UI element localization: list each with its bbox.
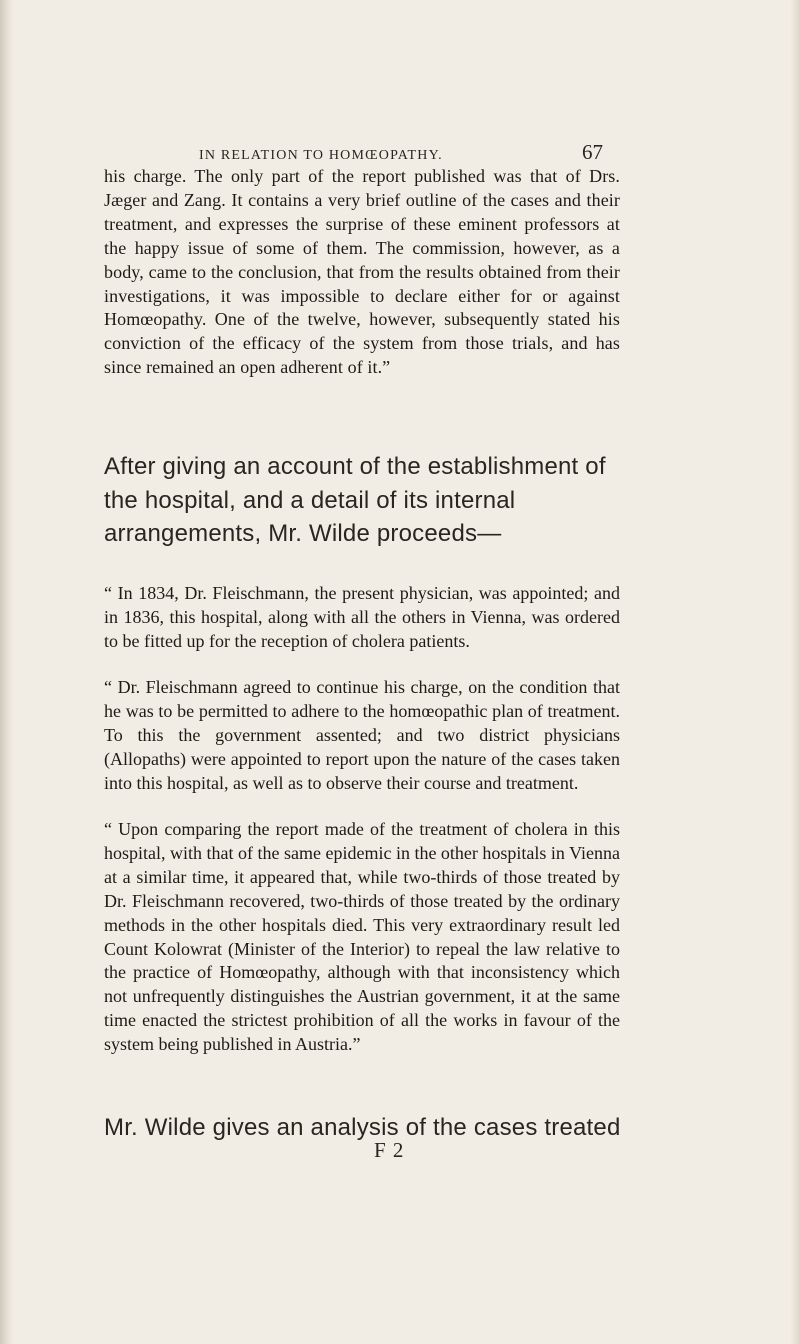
quote-paragraph-3: “ Upon comparing the report made of the treatment of cholera in this hospital, with that of the same epidemic in the other hospitals in Vienna at a similar time, it appeared that, while two-thirds of those treated by Dr. Fleischmann recovered, two-thirds of those treated by the ordinary methods in the other hospitals died. This very extraordinary result led Count Kolowrat (Minister of the Interior) to repeal the law relative to the practice of Homœopathy, although with that inconsistency which not unfrequently distinguishes the Austrian government, it at the same time enacted the strictest prohibition of all the works in favour of the system being published in Austria.” — [104, 819, 620, 1055]
quote-paragraph-2: “ Dr. Fleischmann agreed to continue his charge, on the condition that he was to be permitted to adhere to the homœopathic plan of treatment. To this the government assented; and two district physicians (Allopaths) were appointed to report upon the nature of the cases taken into this hospital, as well as to observe their course and treatment. — [104, 677, 620, 793]
intro-paragraph: his charge. The only part of the report published was that of Drs. Jæger and Zang. It contains a very brief outline of the cases and their treatment, and expresses the surprise of these eminent professors at the happy issue of some of them. The commission, however, as a body, came to the conclusion, that from the results obtained from their investigations, it was impossible to declare either for or against Homœopathy. One of the twelve, however, subsequently stated his conviction of the efficacy of the system from those trials, and has since remained an open adherent of it.” — [104, 166, 620, 378]
running-head: IN RELATION TO HOMŒOPATHY. — [199, 148, 443, 163]
page-edge-shadow — [790, 0, 800, 1344]
page-number: 67 — [582, 140, 603, 164]
signature-mark: F 2 — [374, 1138, 405, 1162]
closing-line: Mr. Wilde gives an analysis of the cases treated — [104, 1114, 621, 1141]
bridge-paragraph: After giving an account of the establishment of the hospital, and a detail of its internal arrangements, Mr. Wilde proceeds— — [104, 453, 606, 547]
quote-paragraph-1: “ In 1834, Dr. Fleischmann, the present physician, was appointed; and in 1836, this hospital, along with all the others in Vienna, was ordered to be fitted up for the reception of cholera patients. — [104, 583, 620, 651]
page-gutter-shadow — [0, 0, 14, 1344]
